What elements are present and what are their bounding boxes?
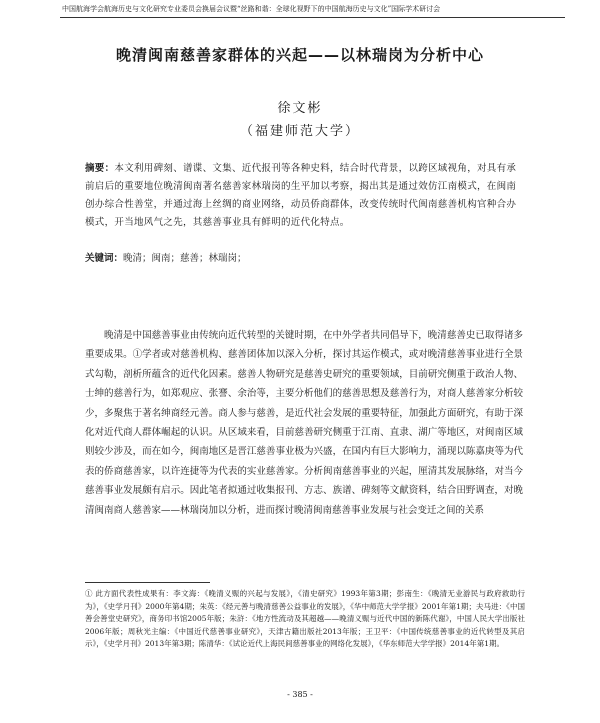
keywords-label: 关键词：	[85, 253, 124, 264]
keywords-text: 晚清；闽南；慈善；林瑞岗；	[123, 253, 247, 264]
abstract	[85, 160, 525, 232]
abstract-label: 摘要：	[85, 163, 115, 174]
author-name: 徐文彬	[277, 101, 323, 116]
footnote: ① 此方面代表性成果有：李文海：《晚清义赈的兴起与发展》，《清史研究》1993年第3期；彭南生：《晚清无业游民与政府救助行为》，《史学月刊》2000年第4期；朱英：《经元善与晚清慈善公益事业的发展》，《华中师范大学学报》2001年第1期；夫马进：《中国善会善堂史研究》，商务印书馆2005年版；朱浒：《地方性流动及其超越——晚清义赈与近代中国的新陈代谢》，中国人民大学出版社2006年版；周秋光主编：《中国近代慈善事业研究》，天津古籍出版社2013年版；王卫平：《中国传统慈善事业的近代转型及其启示》，《史学月刊》2013年第3期；陈清华：《试论近代上海民间慈善事业的网络化发展》，《华东师范大学学报》2014年第1期。	[85, 589, 525, 649]
running-header: 中国航海学会航海历史与文化研究专业委员会换届会议暨“丝路和谐：全球化视野下的中国航海历史与文化”国际学术研讨会	[62, 5, 441, 13]
article-title: 晚清闽南慈善家群体的兴起——以林瑞岗为分析中心	[115, 46, 484, 64]
keywords	[85, 252, 525, 266]
page-number: - 385 -	[287, 690, 313, 699]
abstract-text: 本文利用碑刻、谱谍、文集、近代报刊等各种史料，结合时代背景，以跨区域视角，对具有承前启后的重要地位晚清闽南著名慈善家林瑞岗的生平加以考察，揭出其是通过效仿江南模式，在闽南创办综合性善堂，并通过海上丝绸的商业网络，动员侨商群体，改变传统时代闽南慈善机构官种合办模式，开当地风气之先，其慈善事业具有鲜明的近代化特点。	[85, 163, 517, 228]
footnote-rule	[85, 582, 210, 583]
body-paragraph: 晚清是中国慈善事业由传统向近代转型的关键时期，在中外学者共同倡导下，晚清慈善史已取得诸多重要成果。①学者或对慈善机构、慈善团体加以深入分析，探讨其运作模式，或对晚清慈善事业进行全景式勾勒，剖析所蕴含的近代化因素。慈善人物研究是慈善史研究的重要领域，目前研究侧重于政治人物、士绅的慈善行为，如郑观应、张謇、余治等，主要分析他们的慈善思想及慈善行为，对商人慈善家分析较少，多聚焦于著名绅商经元善。商人参与慈善，是近代社会发展的重要特征，加强此方面研究，有助于深化对近代商人群体崛起的认识。从区域来看，目前慈善研究侧重于江南、直隶、湖广等地区，对闽南区域则较少涉及，而在如今，闽南地区是晋江慈善事业极为兴盛，在国内有巨大影响力，涌现以陈嘉庚等为代表的侨商慈善家，以许连捷等为代表的实业慈善家。分析闽南慈善事业的兴起，厘清其发展脉络，对当今慈善事业发展颇有启示。因此笔者拟通过收集报刊、方志、族谱、碑刻等文献资料，结合田野调查，对晚清闽南商人慈善家——林瑞岗加以分析，进而探讨晚清闽南慈善事业发展与社会变迁之间的关系	[85, 330, 523, 516]
header-rule	[60, 17, 565, 18]
author-affiliation: （福建师范大学）	[239, 124, 360, 139]
